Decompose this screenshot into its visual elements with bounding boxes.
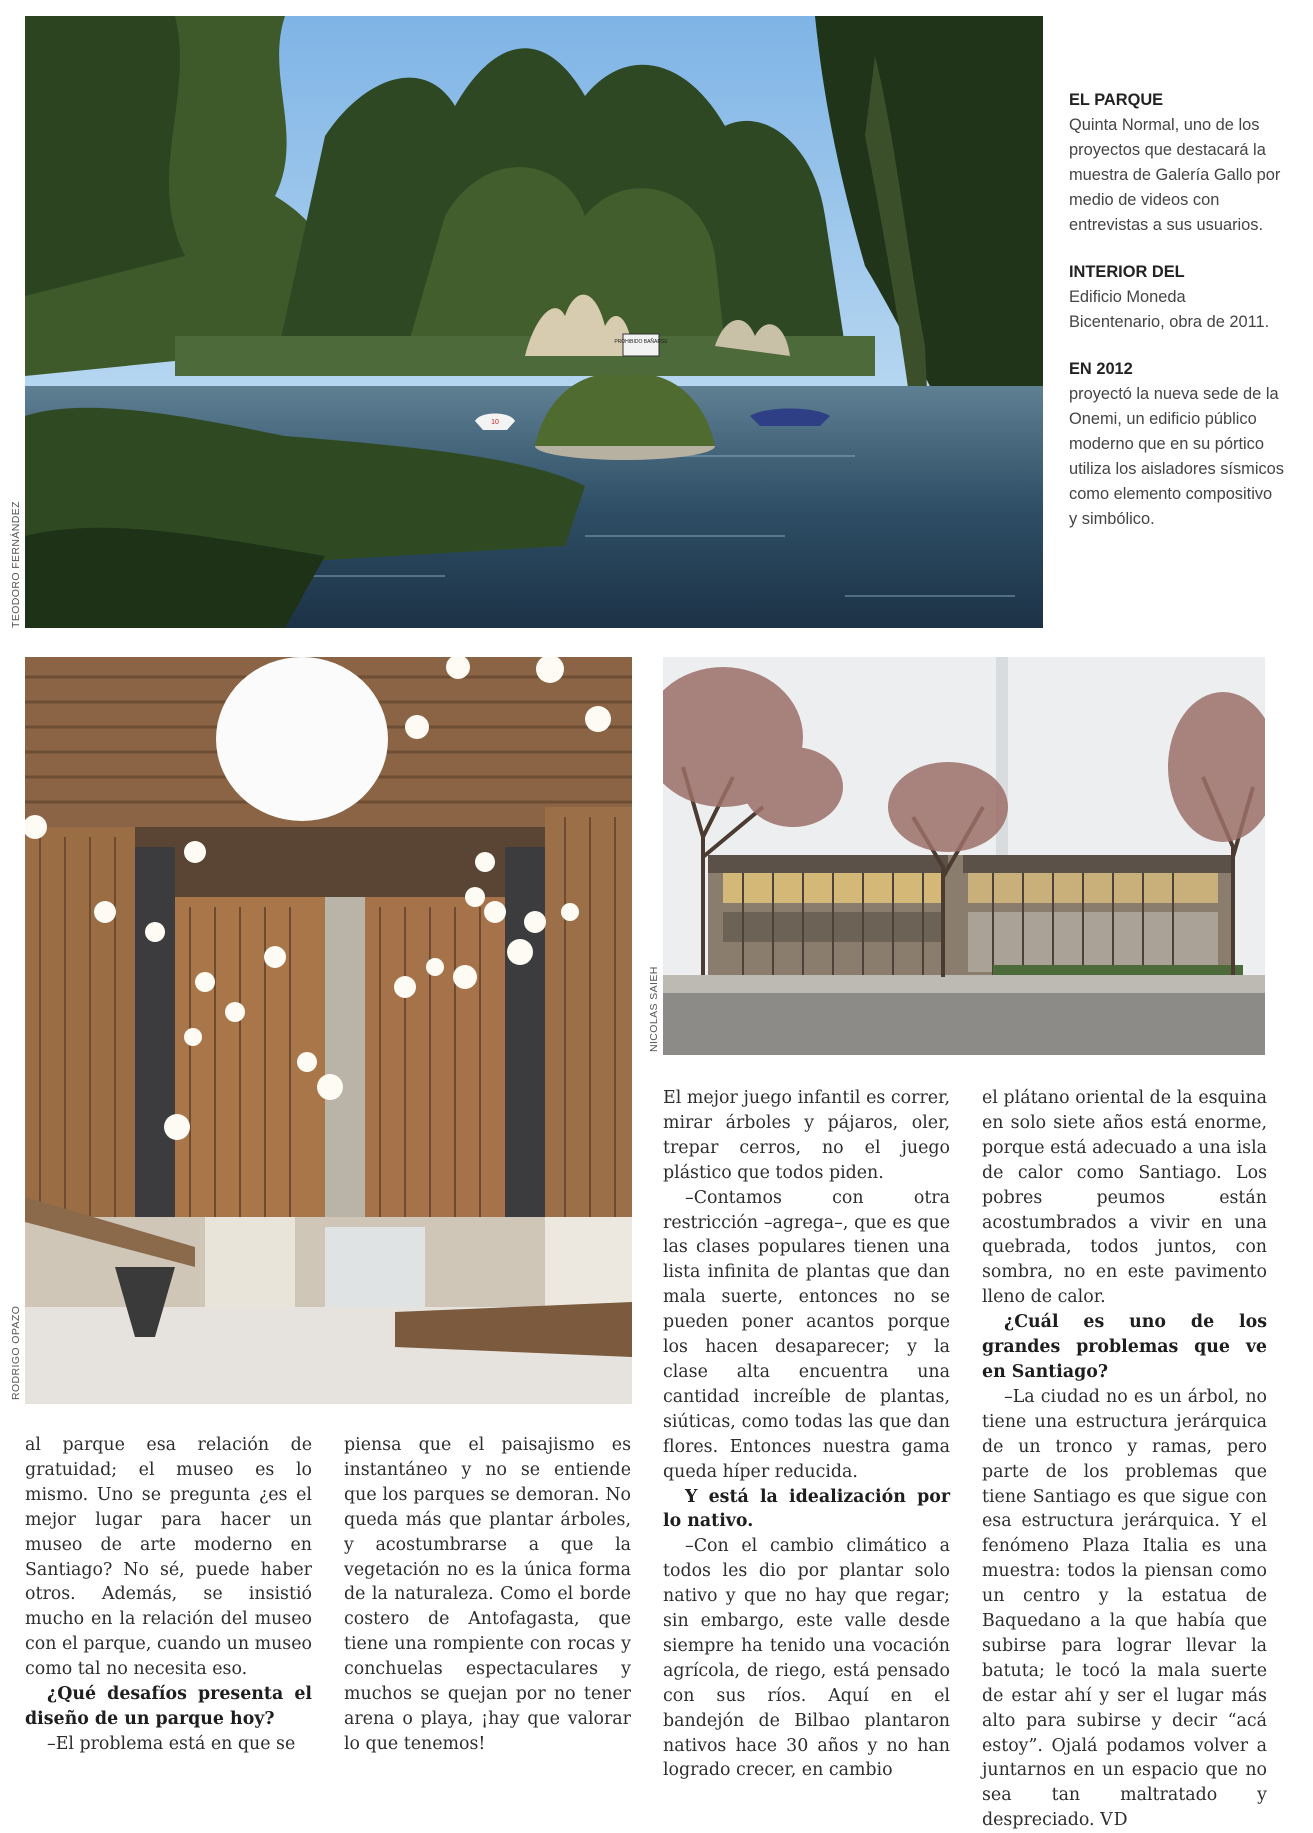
park-photo-credit: TEODORO FERNÁNDEZ — [10, 501, 22, 628]
article-column-3 — [663, 1086, 950, 1783]
caption-title: INTERIOR DEL — [1069, 263, 1185, 281]
article-paragraph: –Con el cambio climático a todos les dio por plantar solo nativo y que no hay que regar; sin embargo, este valle desde siempre ha tenido una vocación agrícola, de riego, está pensado con sus ríos. Aquí en el bandejón de Bilbao plantaron nativos hace 30 años y no han logrado crecer, en cambio — [663, 1536, 950, 1781]
interview-question: ¿Cuál es uno de los grandes problemas que ve en Santiago? — [982, 1312, 1267, 1382]
article-paragraph: –El problema está en que se — [47, 1733, 296, 1754]
article-paragraph: el plátano oriental de la esquina en solo siete años está enorme, porque está adecuado a una isla de calor como Santiago. Los pobres peumos están acostumbrados a vivir en una quebrada, todos juntos, con sombra, no en este pavimento lleno de calor. — [982, 1088, 1268, 1308]
interview-question: ¿Qué desafíos presenta el diseño de un parque hoy? — [25, 1684, 312, 1729]
onemi-building-photo — [663, 657, 1265, 1055]
caption-park — [1069, 88, 1284, 238]
caption-title: EN 2012 — [1069, 360, 1133, 378]
end-signature: VD — [1100, 1810, 1129, 1831]
article-paragraph — [982, 1385, 1267, 1833]
interior-photo — [25, 657, 632, 1404]
caption-text: proyectó la nueva sede de la Onemi, un edificio público moderno que en su pórtico utiliza los aisladores sísmicos como elemento compositivo y simbólico. — [1069, 385, 1284, 528]
caption-text: Quinta Normal, uno de los proyectos que destacará la muestra de Galería Gallo por medio de videos con entrevistas a sus usuarios. — [1069, 116, 1281, 234]
photo-captions — [1069, 88, 1284, 554]
article-column-1 — [25, 1433, 312, 1757]
article-paragraph: piensa que el paisajismo es instantáneo y no se entiende que los parques se demoran. No queda más que plantar árboles, y acostumbrarse a que la vegetación no es la única forma de la naturaleza. Como el borde costero de Antofagasta, que tiene una rompiente con rocas y conchuelas espectaculares y muchos se quejan por no tener arena o playa, ¡hay que valorar lo que tenemos! — [344, 1435, 631, 1754]
sign-text: PROHIBIDO BAÑARSE — [614, 339, 668, 345]
caption-interior — [1069, 260, 1284, 335]
onemi-photo-credit: NICOLAS SAIEH — [648, 966, 660, 1052]
interior-photo-credit: RODRIGO OPAZO — [10, 1305, 22, 1400]
article-paragraph: –Contamos con otra restricción –agrega–, que es que las clases populares tienen una lista infinita de plantas que dan mala suerte, entonces no se pueden poner acantos porque los hacen desaparecer; y la clase alta encuentra una cantidad increíble de plantas, siúticas, como todas las que dan flores. Entonces nuestra gama queda híper reducida. — [663, 1187, 950, 1482]
park-photo — [25, 16, 1043, 628]
article-paragraph: El mejor juego infantil es correr, mirar árboles y pájaros, oler, trepar cerros, no el juego plástico que todos piden. — [663, 1088, 950, 1183]
caption-title: EL PARQUE — [1069, 91, 1164, 109]
boat-number: 10 — [491, 419, 499, 426]
article-column-4 — [982, 1086, 1267, 1833]
article-paragraph-text: –La ciudad no es un árbol, no tiene una estructura jerárquica de un tronco y ramas, pero parte de los problemas que tiene Santiago es que sigue con esa estructura jerárquica. Y el fenómeno Plaza Italia es una muestra: todos la piensan como un centro y la estatua de Baquedano a la que había que subirse para lograr llevar la batuta; le tocó la mala suerte de estar ahí y ser el lugar más alto para subirse y decir “acá estoy”. Ojalá podamos volver a juntarnos en un espacio que no sea tan maltratado y despreciado. — [982, 1386, 1267, 1831]
article-paragraph: al parque esa relación de gratuidad; el museo es lo mismo. Uno se pregunta ¿es el mejor lugar para hacer un museo de arte moderno en Santiago? No sé, puede haber otros. Además, se insistió mucho en la relación del museo con el parque, cuando un museo como tal no necesita eso. — [25, 1435, 312, 1680]
interview-question: Y está la idealización por lo nativo. — [663, 1486, 950, 1532]
article-column-2 — [344, 1433, 631, 1757]
caption-text: Edificio Moneda Bicentenario, obra de 2011. — [1069, 288, 1270, 331]
caption-onemi — [1069, 357, 1284, 532]
